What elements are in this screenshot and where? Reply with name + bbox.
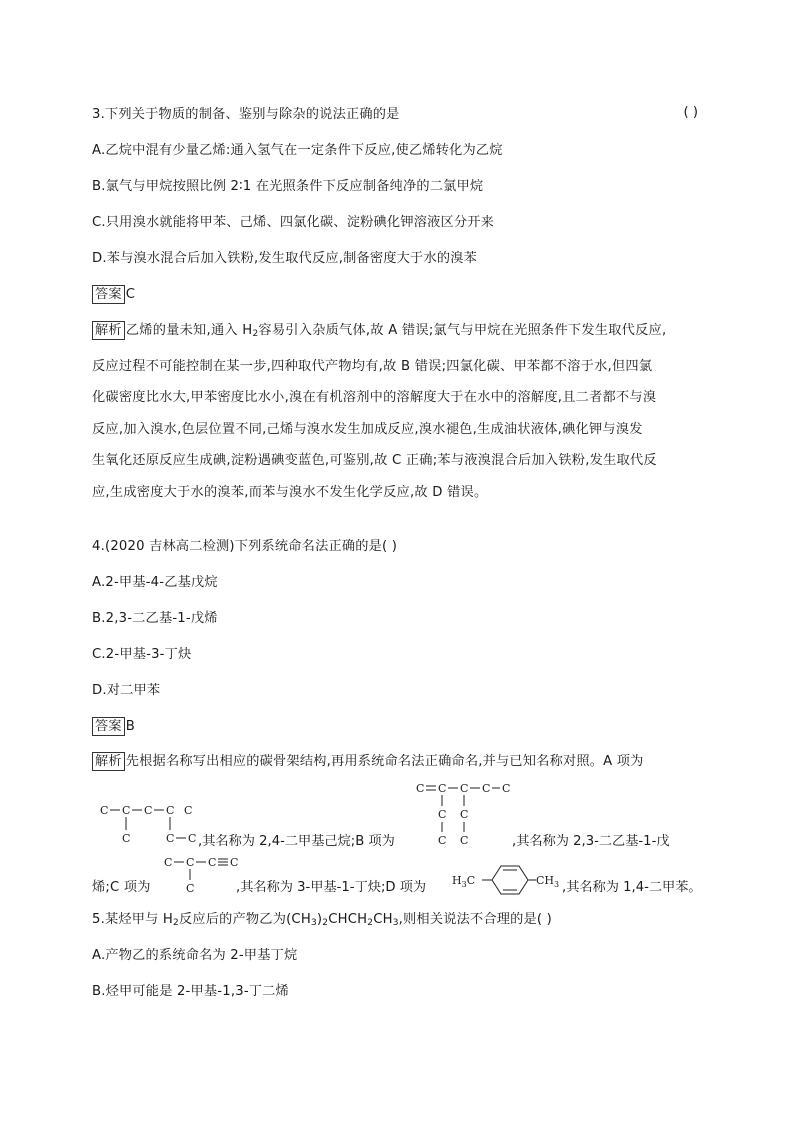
atom: C [164,856,173,869]
q4-analysis-text-d: ,其名称为 1,4-二甲苯。 [562,880,702,895]
q3-analysis-line-2: 反应过程不可能控制在某一步,四种取代产物均有,故 B 错误;四氯化碳、甲苯都不溶于水,但四氯 [92,358,653,374]
q3-option-a: A.乙烷中混有少量乙烯:通入氢气在一定条件下反应,使乙烯转化为乙烷 [92,143,503,158]
answer-tag: 答案 [92,285,125,304]
structure-c-diagram [164,856,244,896]
q4-analysis-text-b: ,其名称为 2,3-二乙基-1-戊 [512,834,670,849]
q3-answer-paren: ( ) [683,105,698,120]
atom: C [188,832,197,845]
structure-b-diagram [416,782,516,848]
q4-option-d: D.对二甲苯 [92,683,161,698]
atom: C [460,808,469,821]
q3-analysis-line-1: 解析 乙烯的量未知,通入 $H_2$容易引入杂质气体,故 A 错误;氯气与甲烷在光照条件下发生取代反应, [92,315,706,351]
atom: C [208,856,217,869]
q4-analysis-line-1: 解析 先根据名称写出相应的碳骨架结构,再用系统命名法正确命名,并与已知名称对照。A 项为 [92,752,644,772]
atom: C [438,808,447,821]
q5-option-a: A.产物乙的系统命名为 2-甲基丁烷 [92,948,298,963]
atom: C [482,782,491,795]
atom: C [186,856,195,869]
atom: C [122,832,131,845]
q3-option-d: D.苯与溴水混合后加入铁粉,发生取代反应,制备密度大于水的溴苯 [92,251,477,266]
atom: C [438,782,447,795]
q3-stem: 3.下列关于物质的制备、鉴别与除杂的说法正确的是 [92,107,400,122]
q4-analysis-text-a: ,其名称为 2,4-二甲基己烷;B 项为 [198,834,395,849]
q3-option-b: B.氯气与甲烷按照比例 2∶1 在光照条件下反应制备纯净的二氯甲烷 [92,179,484,194]
q3-option-c: C.只用溴水就能将甲苯、己烯、四氯化碳、淀粉碘化钾溶液区分开来 [92,215,495,230]
q3-analysis-line-5: 生氧化还原反应生成碘,淀粉遇碘变蓝色,可鉴别,故 C 正确;苯与液溴混合后加入铁粉,发生取代反 [92,453,657,468]
q4-option-c: C.2-甲基-3-丁炔 [92,647,192,662]
structure-a-diagram [100,804,200,850]
q4-option-a: A.2-甲基-4-乙基戊烷 [92,575,218,590]
atom: C [460,782,469,795]
q4-analysis-text-end: 烯;C 项为 [92,880,151,895]
analysis-tag: 解析 [92,752,125,771]
atom: C [416,782,425,795]
q4-option-b: B.2,3-二乙基-1-戊烯 [92,611,218,626]
atom: C [460,834,469,847]
analysis-tag: 解析 [92,321,125,340]
q3-analysis-line-6: 应,生成密度大于水的溴苯,而苯与溴水不发生化学反应,故 D 错误。 [92,484,488,500]
q5-stem: 5.某烃甲与 $H_2$反应后的产物乙为$(CH_3)_2CHCH_2CH_3$,则相关说法不合理的是( ) [92,912,553,928]
atom: C [122,804,131,817]
atom: C [186,882,195,895]
q3-analysis [92,315,706,508]
atom: C [100,804,109,817]
atom: C [166,804,175,817]
atom: C [166,832,175,845]
q5-option-b: B.烃甲可能是 2-甲基-1,3-丁二烯 [92,984,289,999]
q3-analysis-line-3: 化碳密度比水大,甲苯密度比水小,溴在有机溶剂中的溶解度大于在水中的溶解度,且二者都不与溴 [92,390,657,405]
atom: C [144,804,153,817]
atom: C [230,856,239,869]
q3-analysis-line-4: 反应,加入溴水,色层位置不同,己烯与溴水发生加成反应,溴水褪色,生成油状液体,碘化钾与溴发 [92,421,643,437]
q3-answer-value: C [125,287,136,302]
q4-answer [92,717,135,737]
q4-stem: 4.(2020 吉林高二检测)下列系统命名法正确的是( ) [92,539,398,554]
methyl-label-left: $H_3C$ [452,874,476,889]
answer-tag: 答案 [92,717,125,736]
methyl-label-right: $CH_3$ [536,874,560,889]
atom: C [502,782,511,795]
structure-d-diagram [452,862,558,898]
atom: C [184,804,193,817]
q4-answer-value: B [125,719,136,734]
q4-analysis-text-c: ,其名称为 3-甲基-1-丁炔;D 项为 [236,880,427,895]
q3-answer [92,285,135,305]
atom: C [438,834,447,847]
